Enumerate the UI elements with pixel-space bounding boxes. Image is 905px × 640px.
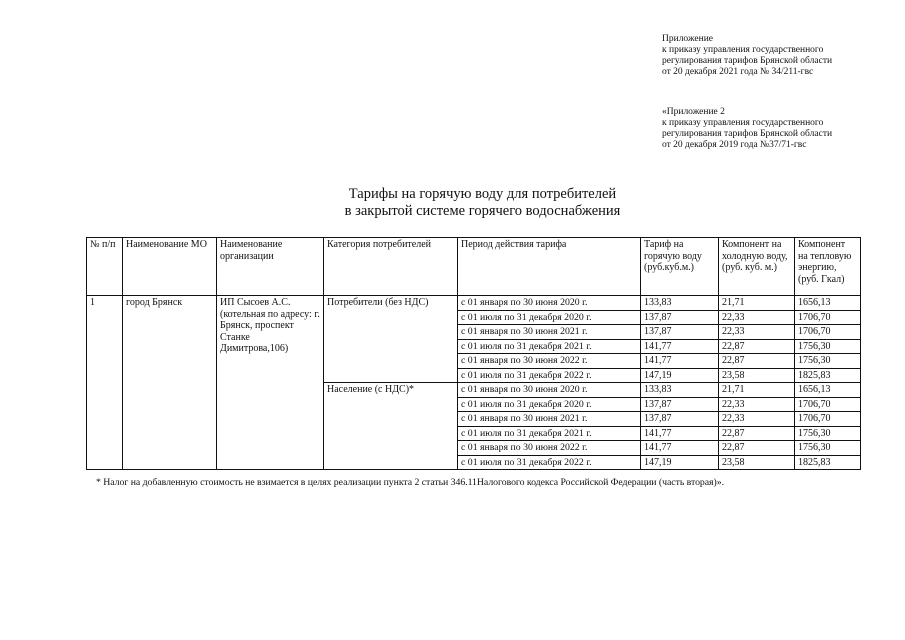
cell-tariff: 133,83 — [641, 296, 719, 311]
cell-heat: 1706,70 — [795, 310, 861, 325]
cell-cold: 21,71 — [719, 383, 795, 398]
cell-period: с 01 января по 30 июня 2021 г. — [458, 325, 641, 340]
cell-heat: 1756,30 — [795, 354, 861, 369]
cell-cold: 23,58 — [719, 455, 795, 470]
header-line: Приложение — [662, 34, 713, 44]
cell-org: ИП Сысоев А.С. (котельная по адресу: г. Брянск, проспект Станке Димитрова,106) — [217, 296, 324, 470]
cell-heat: 1756,30 — [795, 339, 861, 354]
header-mo: Наименование МО — [123, 238, 217, 296]
cell-period: с 01 июля по 31 декабря 2021 г. — [458, 339, 641, 354]
cell-heat: 1756,30 — [795, 426, 861, 441]
header-category: Категория потребителей — [324, 238, 458, 296]
cell-cold: 22,87 — [719, 426, 795, 441]
cell-mo: город Брянск — [123, 296, 217, 470]
cell-heat: 1706,70 — [795, 397, 861, 412]
header-cold: Компонент на холодную воду, (руб. куб. м.) — [719, 238, 795, 296]
cell-period: с 01 июля по 31 декабря 2020 г. — [458, 397, 641, 412]
cell-tariff: 147,19 — [641, 455, 719, 470]
cell-cold: 22,87 — [719, 339, 795, 354]
header-line: от 20 декабря 2019 года №37/71-гвс — [662, 140, 807, 150]
header-line: регулирования тарифов Брянской области — [662, 129, 833, 139]
header-line: к приказу управления государственного — [662, 45, 824, 55]
header-line: к приказу управления государственного — [662, 118, 824, 128]
cell-heat: 1756,30 — [795, 441, 861, 456]
cell-cold: 22,87 — [719, 354, 795, 369]
cell-period: с 01 января по 30 июня 2022 г. — [458, 441, 641, 456]
cell-cold: 22,33 — [719, 325, 795, 340]
footnote: * Налог на добавленную стоимость не взимается в целях реализации пункта 2 статьи 346.11Налогового кодекса Российской Федерации (часть вторая)». — [96, 477, 724, 488]
cell-category: Население (с НДС)* — [324, 383, 458, 470]
cell-heat: 1706,70 — [795, 412, 861, 427]
cell-cold: 22,33 — [719, 310, 795, 325]
header-org: Наименование организации — [217, 238, 324, 296]
header-line: от 20 декабря 2021 года № 34/211-гвс — [662, 67, 814, 77]
header-block-order-2019 — [662, 107, 832, 151]
cell-heat: 1825,83 — [795, 455, 861, 470]
title-line-1: Тарифы на горячую воду для потребителей — [348, 186, 617, 202]
cell-period: с 01 января по 30 июня 2022 г. — [458, 354, 641, 369]
table-row — [87, 296, 861, 311]
cell-tariff: 141,77 — [641, 441, 719, 456]
cell-tariff: 141,77 — [641, 354, 719, 369]
cell-num: 1 — [87, 296, 123, 470]
cell-tariff: 137,87 — [641, 310, 719, 325]
document-title — [30, 186, 905, 220]
cell-cold: 21,71 — [719, 296, 795, 311]
tariff-table — [86, 237, 861, 470]
cell-period: с 01 июля по 31 декабря 2022 г. — [458, 368, 641, 383]
header-line: «Приложение 2 — [662, 107, 725, 117]
cell-period: с 01 июля по 31 декабря 2020 г. — [458, 310, 641, 325]
cell-tariff: 137,87 — [641, 325, 719, 340]
cell-category: Потребители (без НДС) — [324, 296, 458, 383]
cell-cold: 22,87 — [719, 441, 795, 456]
cell-heat: 1706,70 — [795, 325, 861, 340]
header-line: регулирования тарифов Брянской области — [662, 56, 833, 66]
cell-tariff: 141,77 — [641, 339, 719, 354]
cell-period: с 01 июля по 31 декабря 2021 г. — [458, 426, 641, 441]
header-num: № п/п — [87, 238, 123, 296]
table-header-row — [87, 238, 861, 296]
title-line-2: в закрытой системе горячего водоснабжения — [344, 203, 621, 219]
cell-period: с 01 июля по 31 декабря 2022 г. — [458, 455, 641, 470]
cell-cold: 22,33 — [719, 397, 795, 412]
cell-period: с 01 января по 30 июня 2020 г. — [458, 296, 641, 311]
cell-heat: 1656,13 — [795, 296, 861, 311]
cell-cold: 22,33 — [719, 412, 795, 427]
header-block-order-2021 — [662, 34, 832, 78]
cell-heat: 1656,13 — [795, 383, 861, 398]
cell-period: с 01 января по 30 июня 2021 г. — [458, 412, 641, 427]
cell-tariff: 137,87 — [641, 412, 719, 427]
cell-tariff: 147,19 — [641, 368, 719, 383]
header-heat: Компонент на тепловую энергию, (руб. Гкал) — [795, 238, 861, 296]
cell-tariff: 133,83 — [641, 383, 719, 398]
cell-period: с 01 января по 30 июня 2020 г. — [458, 383, 641, 398]
header-period: Период действия тарифа — [458, 238, 641, 296]
cell-heat: 1825,83 — [795, 368, 861, 383]
header-tariff: Тариф на горячую воду (руб.куб.м.) — [641, 238, 719, 296]
cell-tariff: 141,77 — [641, 426, 719, 441]
cell-cold: 23,58 — [719, 368, 795, 383]
cell-tariff: 137,87 — [641, 397, 719, 412]
